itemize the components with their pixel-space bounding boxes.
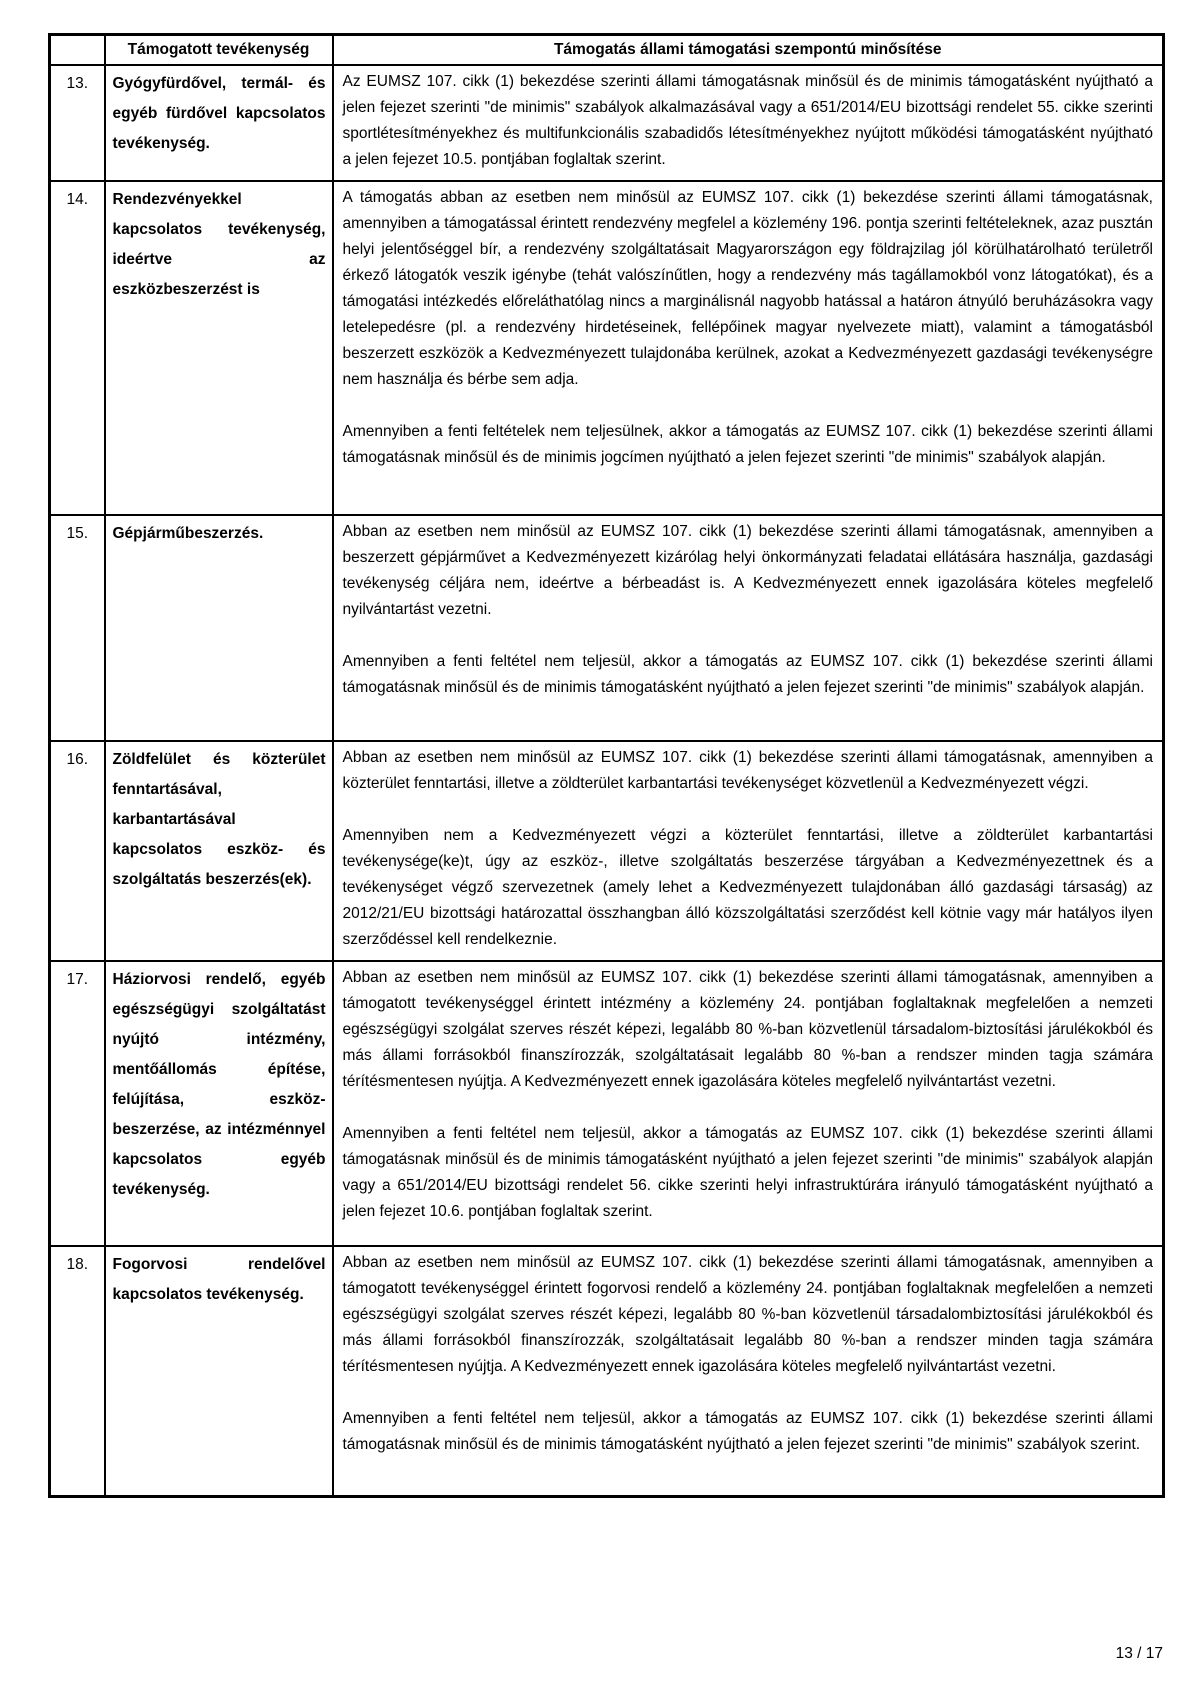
qualification-paragraph: Amennyiben a fenti feltétel nem teljesül, akkor a támogatás az EUMSZ 107. cikk (1) bekezdése szerinti állami támogatásnak minősül és de minimis támogatásként nyújtható a jelen fejezet szerinti "de minimis" szabályok alapján.	[342, 653, 1153, 696]
qualification-paragraph: Abban az esetben nem minősül az EUMSZ 107. cikk (1) bekezdése szerinti állami támogatásnak, amennyiben a közterület fenntartási, illetve a zöldterület karbantartási tevékenységet közvetlenül a Kedvezményezett végzi.	[342, 749, 1153, 792]
qualification-paragraph: Amennyiben nem a Kedvezményezett végzi a közterület fenntartási, illetve a zöldterület karbantartási tevékenysége(ke)t, úgy az eszköz-, illetve szolgáltatás beszerzése tárgyában a Kedvezményezettnek és a tevékenységet végző szervezetnek (amely lehet a Kedvezményezett tulajdonában álló gazdasági társaság) az 2012/21/EU bizottsági határozattal összhangban álló közszolgáltatási szerződést kell kötnie vagy már hatályos ilyen szerződéssel kell rendelkeznie.	[342, 827, 1153, 948]
header-row	[50, 35, 1164, 66]
qualification-paragraph: Abban az esetben nem minősül az EUMSZ 107. cikk (1) bekezdése szerinti állami támogatásnak, amennyiben a támogatott tevékenységgel érintett intézmény a közlemény 24. pontjában foglaltaknak megfelelően a nemzeti egészségügyi szolgálat szerves részét képezi, legalább 80 %-ban közvetlenül társadalom-biztosítási járulékokból és más állami forrásokból finanszírozzák, szolgáltatásait legalább 80 %-ban a rendszer minden tagja számára térítésmentesen nyújtja. A Kedvezményezett ennek igazolására köteles megfelelő nyilvántartást vezetni.	[342, 969, 1153, 1090]
row-number: 13.	[50, 65, 105, 181]
activity-cell: Gépjárműbeszerzés.	[105, 515, 333, 741]
row-number: 14.	[50, 181, 105, 515]
qualification-cell	[333, 65, 1164, 181]
qualification-paragraph: A támogatás abban az esetben nem minősül az EUMSZ 107. cikk (1) bekezdése szerinti állami támogatásnak, amennyiben a támogatással érintett rendezvény megfelel a közlemény 196. pontja szerinti feltételeknek, azaz pusztán helyi jelentőséggel bír, a rendezvény szolgáltatásait Magyarországon egy földrajzilag jól körülhatárolható területről érkező látogatók veszik igénybe (tehát valószínűtlen, hogy a rendezvény más tagállamokból vonz látogatókat), és a támogatási intézkedés előreláthatólag nincs a marginálisnál nagyobb hatással a határon átnyúló beruházásokra vagy letelepedésre (pl. a rendezvény hirdetéseinek, fellépőinek magyar nyelvezete miatt), valamint a támogatásból beszerzett eszközök a Kedvezményezett tulajdonába kerülnek, azokat a Kedvezményezett gazdasági tevékenységre nem használja és bérbe sem adja.	[342, 189, 1153, 388]
qualification-cell	[333, 741, 1164, 961]
qualification-cell	[333, 181, 1164, 515]
table-row	[50, 1246, 1164, 1496]
table-row	[50, 65, 1164, 181]
qualification-cell	[333, 515, 1164, 741]
row-number: 16.	[50, 741, 105, 961]
table-row	[50, 181, 1164, 515]
qualification-cell	[333, 1246, 1164, 1496]
activity-cell: Zöldfelület és közterület fenntartásával, karbantartásával kapcsolatos eszköz- és szolgáltatás beszerzés(ek).	[105, 741, 333, 961]
page-number: 13 / 17	[1115, 1645, 1163, 1662]
qualification-cell	[333, 961, 1164, 1246]
row-number: 18.	[50, 1246, 105, 1496]
qualification-paragraph: Abban az esetben nem minősül az EUMSZ 107. cikk (1) bekezdése szerinti állami támogatásnak, amennyiben a beszerzett gépjárművet a Kedvezményezett kizárólag helyi önkormányzati feladatai ellátására használja, gazdasági tevékenység céljára nem, ideértve a bérbeadást is. A Kedvezményezett ennek igazolására köteles megfelelő nyilvántartást vezetni.	[342, 523, 1153, 618]
state-aid-table	[48, 33, 1165, 1498]
activity-cell: Gyógyfürdővel, termál- és egyéb fürdővel kapcsolatos tevékenység.	[105, 65, 333, 181]
qualification-paragraph: Amennyiben a fenti feltétel nem teljesül, akkor a támogatás az EUMSZ 107. cikk (1) bekezdése szerinti állami támogatásnak minősül és de minimis támogatásként nyújtható a jelen fejezet szerinti "de minimis" szabályok szerint.	[342, 1410, 1153, 1453]
col-header-activity: Támogatott tevékenység	[105, 35, 333, 66]
col-header-qualification: Támogatás állami támogatási szempontú minősítése	[333, 35, 1164, 66]
qualification-paragraph: Az EUMSZ 107. cikk (1) bekezdése szerinti állami támogatásnak minősül és de minimis támogatásként nyújtható a jelen fejezet szerinti "de minimis" szabályok alkalmazásával vagy a 651/2014/EU bizottsági rendelet 55. cikke szerinti sportlétesítményekhez és multifunkcionális szabadidős létesítményekhez nyújtott működési támogatásként nyújtható a jelen fejezet 10.5. pontjában foglaltak szerint.	[342, 73, 1153, 168]
table-row	[50, 741, 1164, 961]
table-row	[50, 961, 1164, 1246]
qualification-paragraph: Amennyiben a fenti feltétel nem teljesül, akkor a támogatás az EUMSZ 107. cikk (1) bekezdése szerinti állami támogatásnak minősül és de minimis támogatásként nyújtható a jelen fejezet szerinti "de minimis" szabályok alapján vagy a 651/2014/EU bizottsági rendelet 56. cikke szerinti helyi infrastruktúrára irányuló támogatásként nyújtható a jelen fejezet 10.6. pontjában foglaltak szerint.	[342, 1125, 1153, 1220]
activity-cell: Fogorvosi rendelővel kapcsolatos tevékenység.	[105, 1246, 333, 1496]
qualification-paragraph: Abban az esetben nem minősül az EUMSZ 107. cikk (1) bekezdése szerinti állami támogatásnak, amennyiben a támogatott tevékenységgel érintett fogorvosi rendelő a közlemény 24. pontjában foglaltaknak megfelelően a nemzeti egészségügyi szolgálat szerves részét képezi, legalább 80 %-ban közvetlenül társadalombiztosítási járulékokból és más állami forrásokból finanszírozzák, szolgáltatásait legalább 80 %-ban a rendszer minden tagja számára térítésmentesen nyújtja. A Kedvezményezett ennek igazolására köteles megfelelő nyilvántartást vezetni.	[342, 1254, 1153, 1375]
activity-cell: Rendezvényekkel kapcsolatos tevékenység, ideértve az eszközbeszerzést is	[105, 181, 333, 515]
row-number: 15.	[50, 515, 105, 741]
table-row	[50, 515, 1164, 741]
qualification-paragraph: Amennyiben a fenti feltételek nem teljesülnek, akkor a támogatás az EUMSZ 107. cikk (1) bekezdése szerinti állami támogatásnak minősül és de minimis jogcímen nyújtható a jelen fejezet szerinti "de minimis" szabályok alapján.	[342, 423, 1153, 466]
activity-cell: Háziorvosi rendelő, egyéb egészségügyi szolgáltatást nyújtó intézmény, mentőállomás építése, felújítása, eszköz-beszerzése, az intézménnyel kapcsolatos egyéb tevékenység.	[105, 961, 333, 1246]
row-number: 17.	[50, 961, 105, 1246]
col-header-number	[50, 35, 105, 66]
